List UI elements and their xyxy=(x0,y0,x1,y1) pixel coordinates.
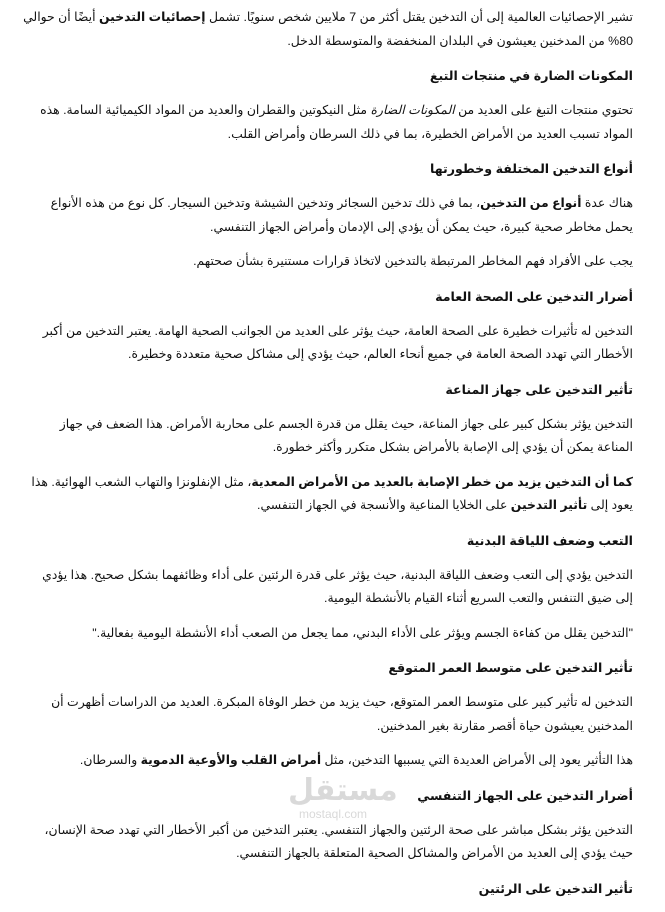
text-run: هذا التأثير يعود إلى الأمراض العديدة التي يسببها التدخين، مثل xyxy=(321,753,633,767)
paragraph xyxy=(22,6,633,53)
text-run: مثل النيكوتين والقطران والعديد من المواد الكيميائية السامة. هذه المواد تسبب العديد من الأمراض الخطيرة، بما في ذلك السرطان وأمراض القلب. xyxy=(40,103,633,141)
mostaql-watermark xyxy=(288,773,398,821)
text-run: "التدخين يقلل من كفاءة الجسم ويؤثر على الأداء البدني، مما يجعل من الصعب أداء الأنشطة اليومية بفعالية." xyxy=(92,625,633,640)
watermark-logo-text: مستقل xyxy=(288,773,398,808)
text-run: يجب على الأفراد فهم المخاطر المرتبطة بالتدخين لاتخاذ قرارات مستنيرة بشأن صحتهم. xyxy=(193,254,633,268)
section-heading: أضرار التدخين على الجهاز التنفسي xyxy=(417,788,633,803)
text-run: هناك عدة xyxy=(581,196,633,210)
text-run: ، مثل الإنفلونزا والتهاب الشعب الهوائية. هذا يعود إلى xyxy=(31,474,633,512)
section-heading: تأثير التدخين على جهاز المناعة xyxy=(445,382,633,397)
paragraph xyxy=(22,320,633,367)
bold-phrase: كما أن التدخين يزيد من خطر الإصابة بالعديد من الأمراض المعدية xyxy=(251,474,633,489)
bold-phrase: تأثير التدخين xyxy=(510,498,588,512)
text-run: التدخين له تأثير كبير على متوسط العمر المتوقع، حيث يزيد من خطر الوفاة المبكرة. العديد من الدراسات أظهرت أن المدخنين يعيشون حياة أقصر مقارنة بغير المدخنين. xyxy=(51,695,633,733)
paragraph xyxy=(22,691,633,738)
text-run: ، بما في ذلك تدخين السجائر وتدخين الشيشة وتدخين السيجار. كل نوع من هذه الأنواع يحمل مخاطر صحية كبيرة، حيث يمكن أن يؤدي إلى الإدمان وأمراض الجهاز التنفسي. xyxy=(50,196,633,234)
section-heading: أضرار التدخين على الصحة العامة xyxy=(435,289,633,304)
text-run: التدخين يؤثر بشكل كبير على جهاز المناعة، حيث يقلل من قدرة الجسم على محاربة الأمراض. هذا الضعف في جهاز المناعة يمكن أن يؤدي إلى الإصابة بالأمراض بشكل متكرر وأكثر خطورة. xyxy=(59,416,633,454)
section-heading: تأثير التدخين على متوسط العمر المتوقع xyxy=(388,661,633,675)
bold-phrase: إحصائيات التدخين xyxy=(98,10,206,24)
section-heading: تأثير التدخين على الرئتين xyxy=(478,881,633,896)
bold-phrase: أمراض القلب والأوعية الدموية xyxy=(140,753,322,767)
section-heading: المكونات الضارة في منتجات التبغ xyxy=(429,69,633,83)
text-run: على الخلايا المناعية والأنسجة في الجهاز التنفسي. xyxy=(257,498,511,512)
paragraph xyxy=(22,622,633,646)
paragraph xyxy=(22,413,633,460)
italic-phrase: المكونات الضارة xyxy=(370,103,455,117)
text-run: والسرطان. xyxy=(79,753,141,767)
paragraph xyxy=(22,749,633,773)
text-run: التدخين له تأثيرات خطيرة على الصحة العامة، حيث يؤثر على العديد من الجوانب الصحية الهامة. يعتبر التدخين من أكبر الأخطار التي تهدد الصحة العامة في جميع أنحاء العالم، حيث يؤدي إلى مشاكل صحية متعددة وخطيرة. xyxy=(42,323,633,361)
paragraph xyxy=(22,192,633,239)
text-run: تشير الإحصائيات العالمية إلى أن التدخين يقتل أكثر من 7 ملايين شخص سنويًا. تشمل xyxy=(205,10,633,24)
text-run: تحتوي منتجات التبغ على العديد من xyxy=(454,103,633,117)
bold-phrase: أنواع من التدخين xyxy=(480,196,582,210)
section-heading: التعب وضعف اللياقة البدنية xyxy=(466,533,633,548)
watermark-url: mostaql.com xyxy=(298,807,368,821)
paragraph xyxy=(22,564,633,611)
section-heading: أنواع التدخين المختلفة وخطورتها xyxy=(429,162,633,176)
paragraph xyxy=(22,99,633,146)
text-run: التدخين يؤدي إلى التعب وضعف اللياقة البدنية، حيث يؤثر على قدرة الرئتين على أداء وظائفهما بشكل صحيح. هذا يؤدي إلى ضيق التنفس والتعب السريع أثناء القيام بالأنشطة اليومية. xyxy=(42,567,633,605)
text-run: التدخين يؤثر بشكل مباشر على صحة الرئتين والجهاز التنفسي. يعتبر التدخين من أكبر الأخطار التي تهدد صحة الإنسان، حيث يؤدي إلى العديد من الأمراض والمشاكل الصحية المتعلقة بالجهاز التنفسي. xyxy=(44,822,633,860)
paragraph xyxy=(22,471,633,518)
text-run: أيضًا أن حوالي 80% من المدخنين يعيشون في البلدان المنخفضة والمتوسطة الدخل. xyxy=(23,10,633,48)
paragraph xyxy=(22,250,633,274)
